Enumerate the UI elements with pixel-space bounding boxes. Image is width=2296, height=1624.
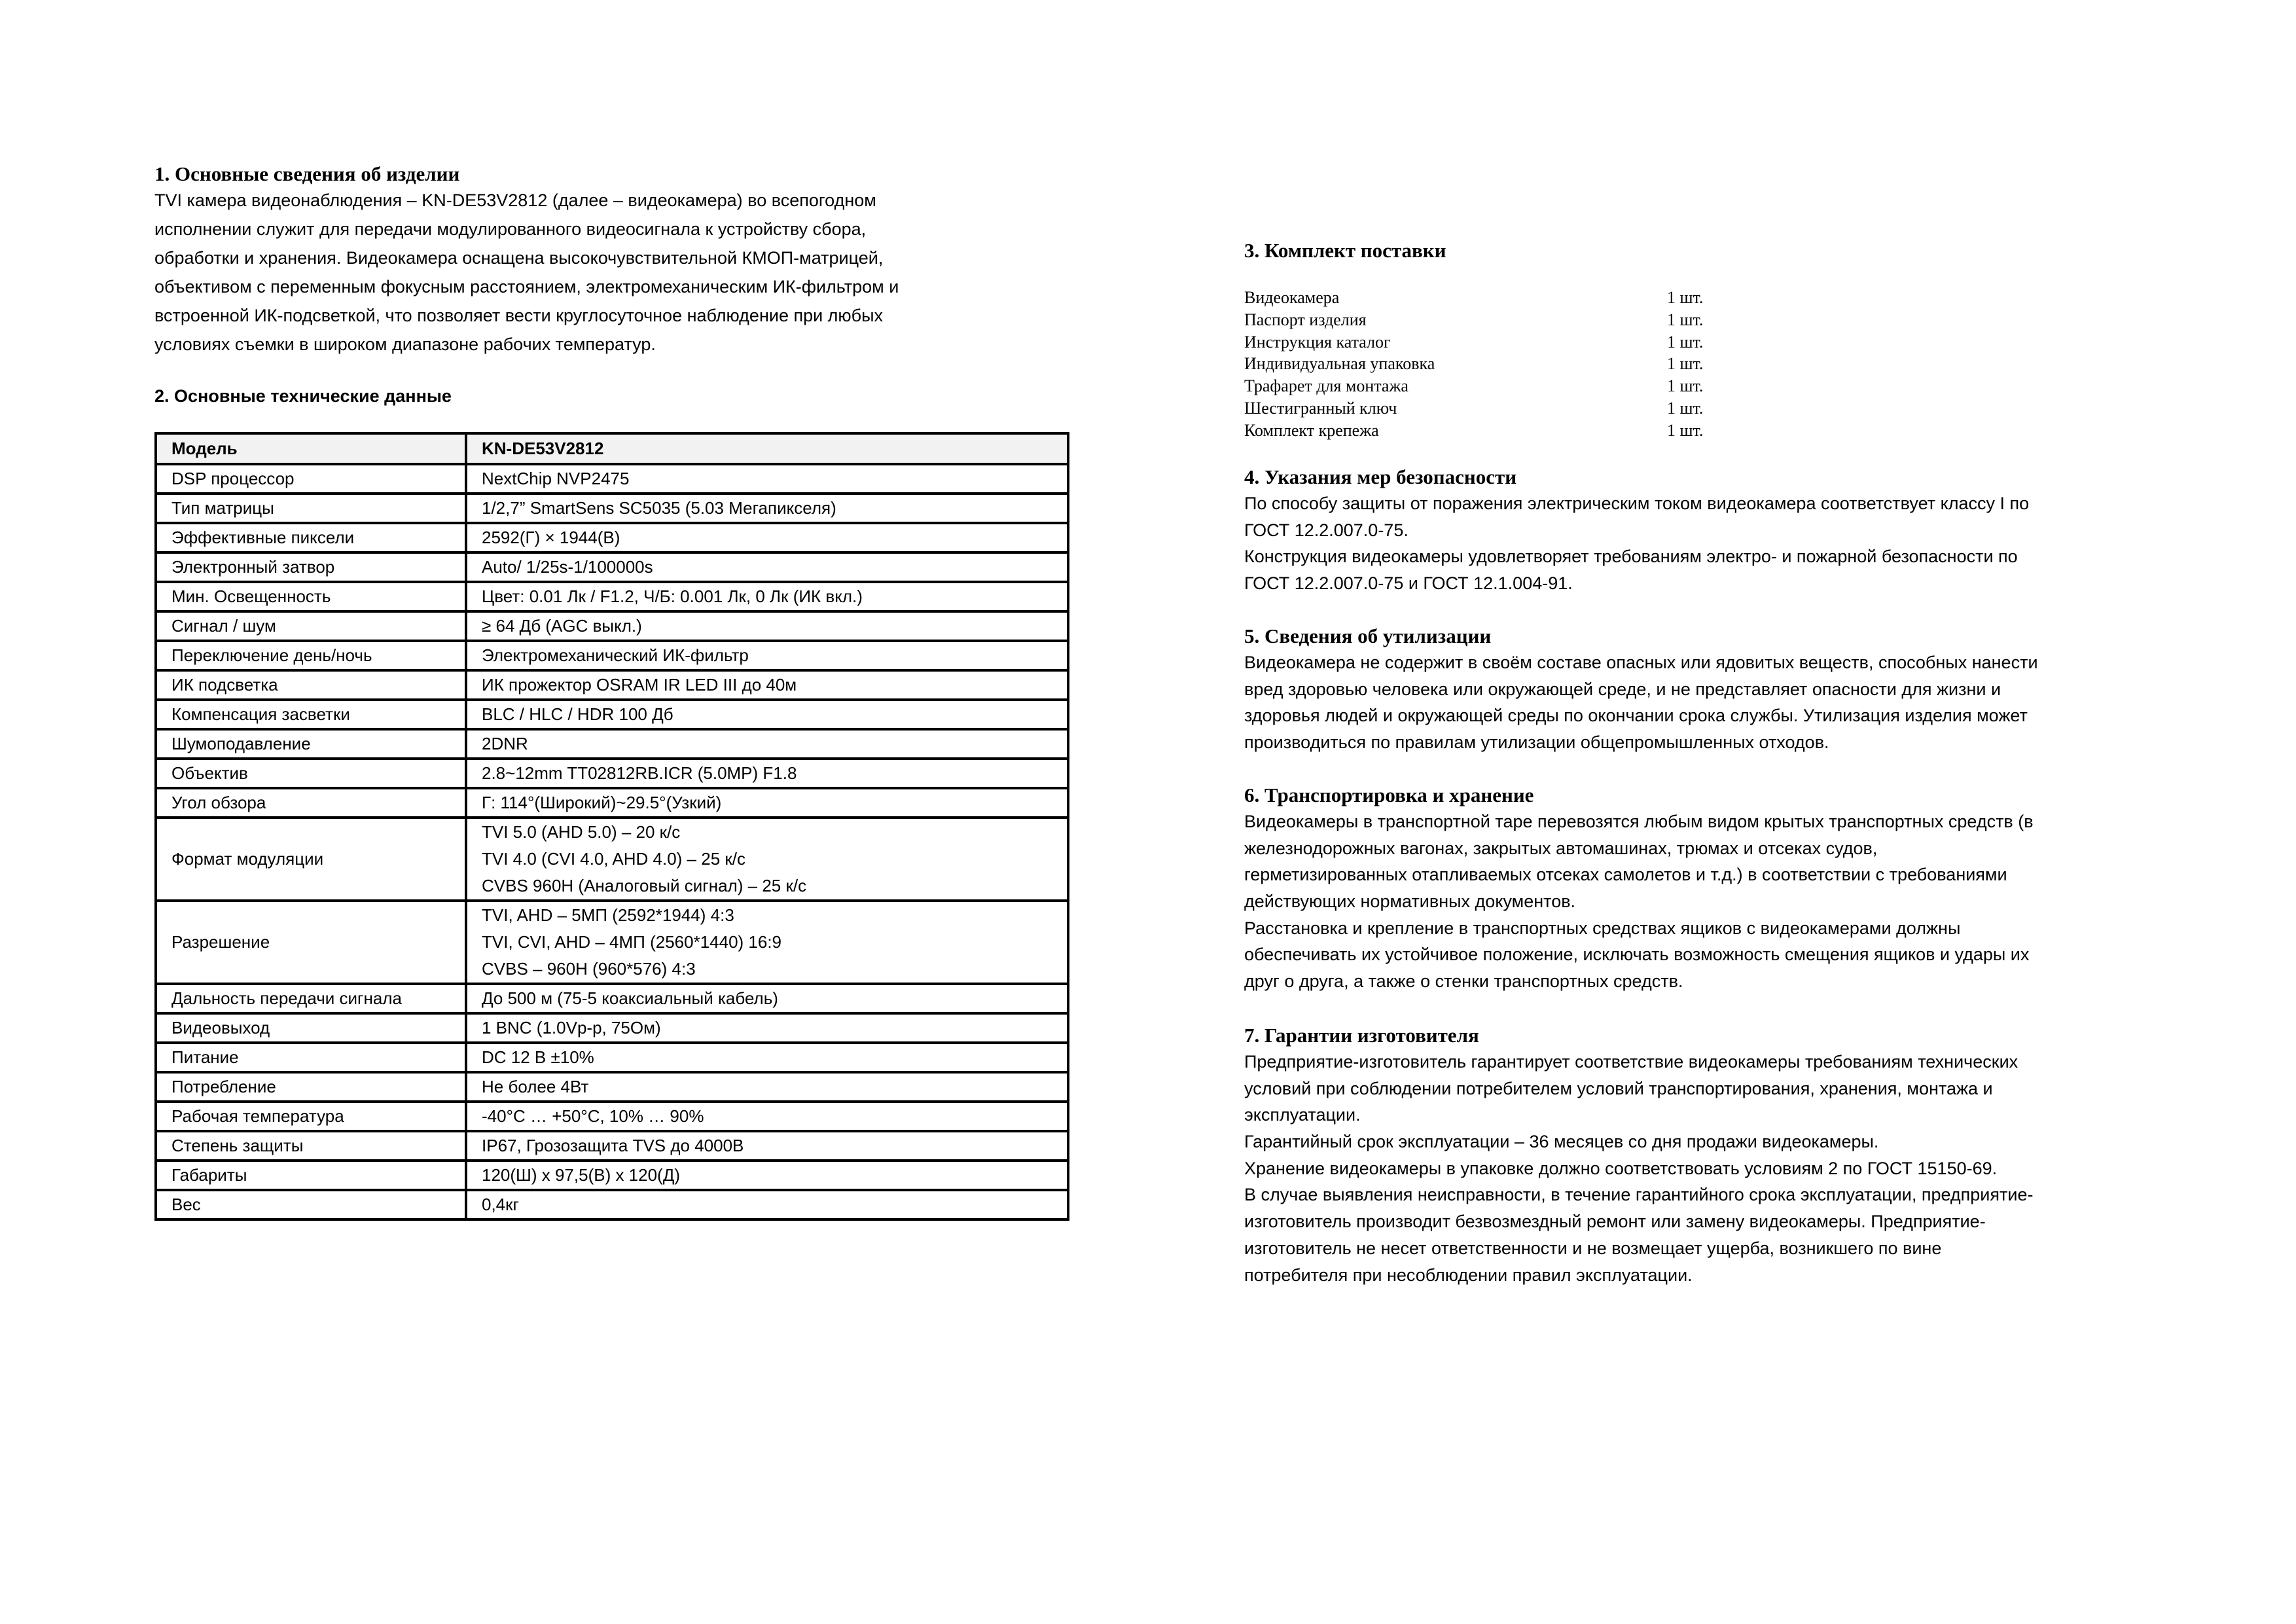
spec-name: Рабочая температура (156, 1102, 466, 1131)
kit-item-name: Инструкция каталог (1244, 332, 1391, 352)
text-line: изготовитель производит безвозмездный ремонт или замену видеокамеры. Предприятие- (1244, 1212, 1986, 1232)
kit-item-name: Паспорт изделия (1244, 310, 1367, 329)
spec-value-line: Auto/ 1/25s-1/100000s (482, 557, 653, 577)
spec-value-line: 2592(Г) × 1944(В) (482, 528, 620, 547)
spec-value-line: NextChip NVP2475 (482, 469, 630, 488)
text-line: вред здоровью человека или окружающей среде, и не представляет опасности для жизни и (1244, 679, 2001, 699)
spec-value (466, 700, 1068, 729)
kit-item-name: Видеокамера (1244, 288, 1340, 307)
spec-value-line: Не более 4Вт (482, 1077, 589, 1096)
spec-value (466, 523, 1068, 552)
spec-value (466, 818, 1068, 901)
spec-value-line: CVBS 960H (Аналоговый сигнал) – 25 к/с (482, 876, 807, 895)
spec-name: Тип матрицы (156, 494, 466, 523)
spec-value (466, 1043, 1068, 1072)
section-3-heading: 3. Комплект поставки (1244, 239, 1446, 262)
kit-item (1244, 309, 1704, 331)
section-4-heading: 4. Указания мер безопасности (1244, 465, 1517, 488)
delivery-kit-list (1244, 287, 1704, 442)
text-line: условиях съемки в широком диапазоне рабочих температур. (154, 334, 656, 354)
spec-value-line: 120(Ш) x 97,5(В) x 120(Д) (482, 1165, 680, 1185)
spec-name: Потребление (156, 1072, 466, 1102)
spec-value (466, 984, 1068, 1013)
spec-name: Эффективные пиксели (156, 523, 466, 552)
spec-value (466, 641, 1068, 670)
table-row (156, 1161, 1068, 1190)
section-2-heading: 2. Основные технические данные (154, 386, 452, 406)
text-line: Предприятие-изготовитель гарантирует соответствие видеокамеры требованиям технических (1244, 1052, 2018, 1072)
spec-name: Компенсация засветки (156, 700, 466, 729)
spec-value (466, 552, 1068, 582)
text-line: производиться по правилам утилизации общепромышленных отходов. (1244, 732, 1829, 753)
text-line: друг о друга, а также о стенки транспортных средств. (1244, 971, 1683, 992)
section-7-paragraph (1244, 1049, 2033, 1288)
spec-value (466, 433, 1068, 464)
spec-value (466, 582, 1068, 611)
text-line: условий при соблюдении потребителем условий транспортирования, хранения, монтажа и (1244, 1078, 1993, 1098)
kit-item-name: Шестигранный ключ (1244, 398, 1397, 418)
table-row (156, 611, 1068, 641)
spec-value-line: TVI 5.0 (AHD 5.0) – 20 к/с (482, 822, 681, 842)
table-row (156, 1043, 1068, 1072)
table-row (156, 494, 1068, 523)
spec-value (466, 1102, 1068, 1131)
section-4-paragraph (1244, 490, 2029, 597)
kit-item (1244, 353, 1704, 375)
spec-value-line: Электромеханический ИК-фильтр (482, 645, 749, 665)
spec-name: Шумоподавление (156, 729, 466, 759)
specifications-table (154, 432, 1069, 1221)
text-line: железнодорожных вагонах, закрытых автомашинах, трюмах и отсеках судов, (1244, 838, 1878, 858)
spec-name: Угол обзора (156, 788, 466, 818)
kit-item (1244, 331, 1704, 353)
spec-name: Дальность передачи сигнала (156, 984, 466, 1013)
spec-value-line: Г: 114°(Широкий)~29.5°(Узкий) (482, 793, 722, 812)
section-5-heading: 5. Сведения об утилизации (1244, 624, 1492, 647)
spec-value-line: До 500 м (75-5 коаксиальный кабель) (482, 988, 778, 1008)
kit-item-name: Трафарет для монтажа (1244, 376, 1408, 396)
table-row (156, 984, 1068, 1013)
spec-value-line: KN-DE53V2812 (482, 439, 604, 458)
table-row (156, 700, 1068, 729)
text-line: Гарантийный срок эксплуатации – 36 месяцев со дня продажи видеокамеры. (1244, 1132, 1879, 1152)
text-line: Видеокамеры в транспортной таре перевозятся любым видом крытых транспортных средств (в (1244, 812, 2034, 831)
spec-value-line: -40°C … +50°C, 10% … 90% (482, 1106, 704, 1126)
spec-name: Сигнал / шум (156, 611, 466, 641)
spec-value-line: BLC / HLC / HDR 100 Дб (482, 704, 673, 724)
spec-value-line: CVBS – 960H (960*576) 4:3 (482, 959, 696, 979)
table-row (156, 1190, 1068, 1219)
section-6-paragraph (1244, 808, 2034, 995)
table-row (156, 582, 1068, 611)
text-line: исполнении служит для передачи модулированного видеосигнала к устройству сбора, (154, 219, 867, 239)
table-row (156, 1131, 1068, 1161)
kit-item (1244, 287, 1704, 309)
spec-value-line: 0,4кг (482, 1195, 520, 1214)
kit-item-qty: 1 шт. (1667, 398, 1704, 418)
section-7-heading: 7. Гарантии изготовителя (1244, 1024, 1479, 1047)
text-line: ГОСТ 12.2.007.0-75 и ГОСТ 12.1.004-91. (1244, 573, 1573, 594)
spec-value (466, 494, 1068, 523)
kit-item (1244, 397, 1704, 420)
spec-value-line: TVI, CVI, AHD – 4МП (2560*1440) 16:9 (482, 932, 782, 952)
spec-value-line: Цвет: 0.01 Лк / F1.2, Ч/Б: 0.001 Лк, 0 Лк (ИК вкл.) (482, 586, 863, 606)
text-line: обработки и хранения. Видеокамера оснащена высокочувствительной КМОП-матрицей, (154, 248, 884, 268)
text-line: обеспечивать их устойчивое положение, исключать возможность смещения ящиков и удары их (1244, 945, 2030, 965)
table-row (156, 1013, 1068, 1043)
spec-name: Видеовыход (156, 1013, 466, 1043)
spec-name: Переключение день/ночь (156, 641, 466, 670)
text-line: здоровья людей и окружающей среды по окончании срока службы. Утилизация изделия может (1244, 706, 2028, 726)
spec-value (466, 729, 1068, 759)
spec-value-line: DC 12 В ±10% (482, 1047, 594, 1067)
table-row (156, 1072, 1068, 1102)
spec-value (466, 788, 1068, 818)
text-line: изготовитель не несет ответственности и не возмещает ущерба, возникшего по вине (1244, 1238, 1942, 1258)
table-row (156, 641, 1068, 670)
text-line: TVI камера видеонаблюдения – KN-DE53V2812 (далее – видеокамера) во всепогодном (154, 190, 876, 210)
table-row (156, 1102, 1068, 1131)
table-row (156, 729, 1068, 759)
text-line: Конструкция видеокамеры удовлетворяет требованиям электро- и пожарной безопасности по (1244, 547, 2018, 567)
spec-value (466, 1131, 1068, 1161)
section-1-heading: 1. Основные сведения об изделии (154, 162, 460, 185)
kit-item-qty: 1 шт. (1667, 354, 1704, 374)
kit-item (1244, 375, 1704, 397)
spec-value (466, 759, 1068, 788)
spec-name: Формат модуляции (156, 818, 466, 901)
spec-name: Габариты (156, 1161, 466, 1190)
text-line: встроенной ИК-подсветкой, что позволяет вести круглосуточное наблюдение при любых (154, 306, 884, 325)
spec-name: Вес (156, 1190, 466, 1219)
table-row (156, 464, 1068, 494)
spec-name: Объектив (156, 759, 466, 788)
spec-name: DSP процессор (156, 464, 466, 494)
section-5-paragraph (1244, 649, 2038, 756)
spec-value (466, 1161, 1068, 1190)
text-line: действующих нормативных документов. (1244, 892, 1576, 912)
text-line: ГОСТ 12.2.007.0-75. (1244, 520, 1408, 540)
spec-value (466, 901, 1068, 984)
table-row (156, 788, 1068, 818)
text-line: объективом с переменным фокусным расстоянием, электромеханическим ИК-фильтром и (154, 277, 899, 297)
spec-value (466, 464, 1068, 494)
spec-value-line: 1 BNC (1.0Vp-p, 75Ом) (482, 1018, 661, 1038)
spec-value (466, 611, 1068, 641)
kit-item-name: Индивидуальная упаковка (1244, 354, 1435, 374)
kit-item-qty: 1 шт. (1667, 310, 1704, 329)
spec-name: Степень защиты (156, 1131, 466, 1161)
spec-name: Разрешение (156, 901, 466, 984)
table-header-row (156, 433, 1068, 464)
text-line: Хранение видеокамеры в упаковке должно соответствовать условиям 2 по ГОСТ 15150-69. (1244, 1158, 1998, 1178)
spec-value-line: ≥ 64 Дб (AGC выкл.) (482, 616, 642, 636)
table-row (156, 901, 1068, 984)
spec-value (466, 1013, 1068, 1043)
table-row (156, 759, 1068, 788)
spec-value (466, 1072, 1068, 1102)
spec-name: Питание (156, 1043, 466, 1072)
spec-value-line: IP67, Грозозащита TVS до 4000В (482, 1136, 744, 1155)
section-6-heading: 6. Транспортировка и хранение (1244, 784, 1534, 806)
spec-value-line: 2.8~12mm TT02812RB.ICR (5.0MP) F1.8 (482, 763, 797, 783)
kit-item-qty: 1 шт. (1667, 376, 1704, 396)
spec-name: Мин. Освещенность (156, 582, 466, 611)
text-line: Расстановка и крепление в транспортных средствах ящиков с видеокамерами должны (1244, 918, 1961, 938)
text-line: В случае выявления неисправности, в течение гарантийного срока эксплуатации, предприятие- (1244, 1185, 2034, 1205)
text-line: герметизированных отапливаемых отсеках самолетов и т.д.) в соответствии с требованиями (1244, 865, 2007, 885)
spec-name: Электронный затвор (156, 552, 466, 582)
text-line: Видеокамера не содержит в своём составе опасных или ядовитых веществ, способных нанести (1244, 653, 2038, 672)
text-line: По способу защиты от поражения электрическим током видеокамера соответствует классу I по (1244, 494, 2030, 513)
text-line: эксплуатации. (1244, 1105, 1361, 1125)
spec-value (466, 670, 1068, 700)
kit-item-qty: 1 шт. (1667, 332, 1704, 352)
spec-value (466, 1190, 1068, 1219)
table-row (156, 552, 1068, 582)
spec-name: Модель (156, 433, 466, 464)
text-line: потребителя при несоблюдении правил эксплуатации. (1244, 1265, 1693, 1285)
spec-value-line: 1/2,7” SmartSens SC5035 (5.03 Мегапикселя) (482, 498, 836, 518)
kit-item-name: Комплект крепежа (1244, 420, 1379, 440)
kit-item (1244, 420, 1704, 442)
spec-name: ИК подсветка (156, 670, 466, 700)
spec-value-line: TVI, AHD – 5МП (2592*1944) 4:3 (482, 905, 734, 925)
kit-item-qty: 1 шт. (1667, 288, 1704, 307)
spec-value-line: 2DNR (482, 734, 528, 753)
spec-value-line: ИК прожектор OSRAM IR LED III до 40м (482, 675, 797, 695)
table-row (156, 818, 1068, 901)
spec-value-line: TVI 4.0 (CVI 4.0, AHD 4.0) – 25 к/с (482, 849, 745, 869)
section-1-paragraph (154, 186, 899, 359)
table-row (156, 670, 1068, 700)
kit-item-qty: 1 шт. (1667, 420, 1704, 440)
table-row (156, 523, 1068, 552)
